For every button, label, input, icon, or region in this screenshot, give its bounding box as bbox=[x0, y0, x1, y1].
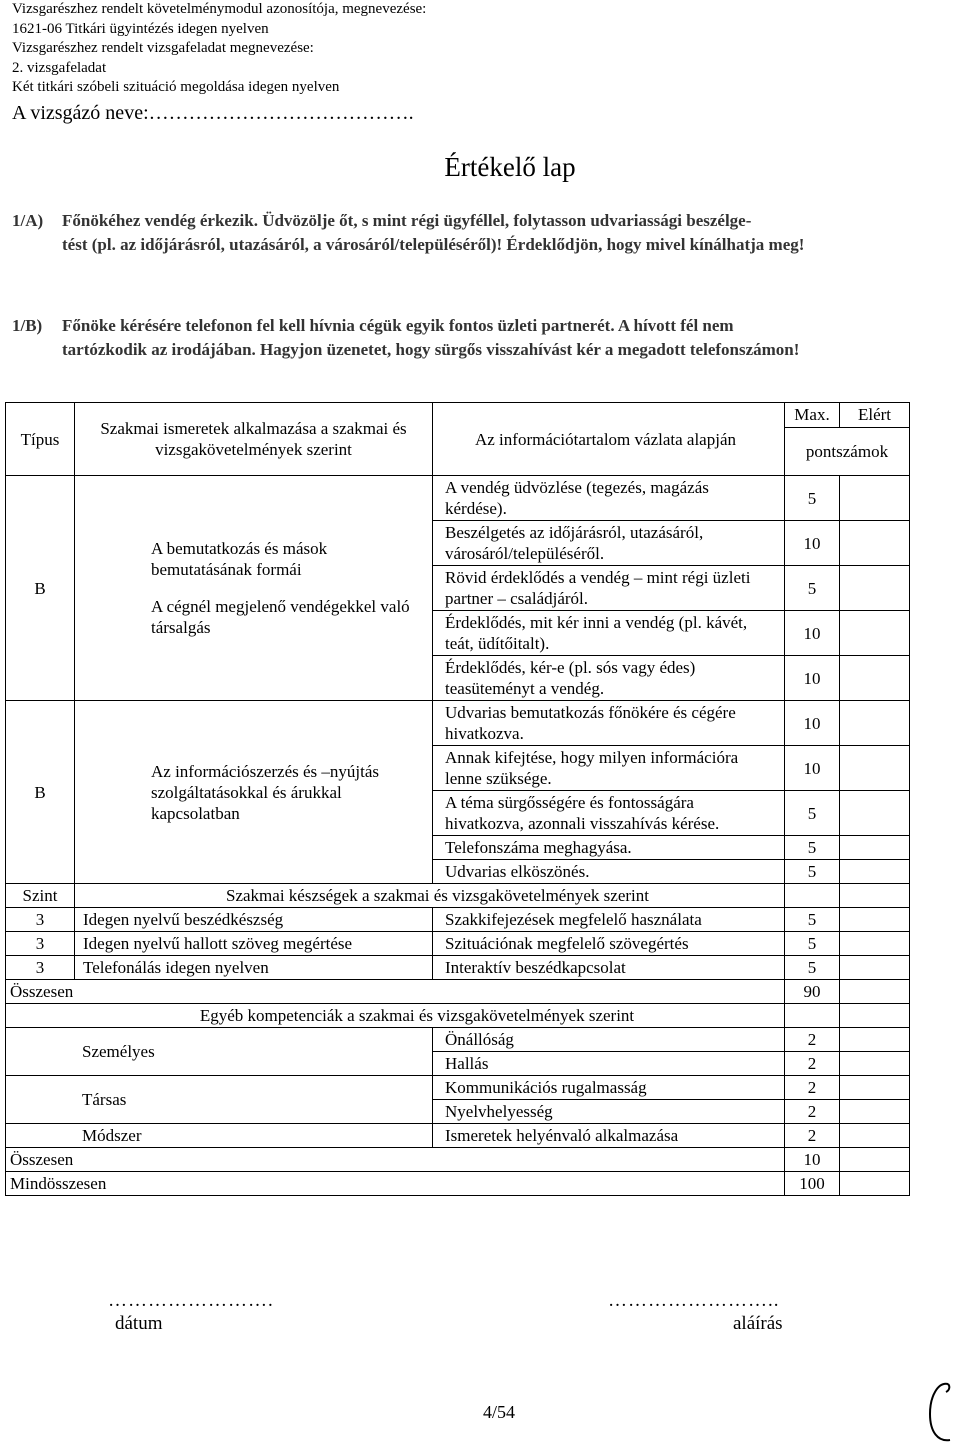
method-item1-reached[interactable] bbox=[840, 1124, 910, 1148]
signature-label: aláírás bbox=[733, 1313, 783, 1334]
g1-row1-text: A vendég üdvözlése (tegezés, magázás kérdése). bbox=[433, 476, 785, 521]
subtotal2-row bbox=[6, 1148, 910, 1172]
skill1-max: 5 bbox=[785, 908, 840, 932]
subtotal1-label: Összesen bbox=[6, 980, 785, 1004]
total-row bbox=[6, 1172, 910, 1196]
subtotal1-row bbox=[6, 980, 910, 1004]
skill2-max: 5 bbox=[785, 932, 840, 956]
skill3-reached[interactable] bbox=[840, 956, 910, 980]
skills-header: Szakmai készségek a szakmai és vizsgakövetelmények szerint bbox=[75, 884, 785, 908]
signature-dots: …………………….. bbox=[608, 1290, 780, 1311]
header-line-task-number: 2. vizsgafeladat bbox=[12, 59, 107, 76]
table-row bbox=[6, 932, 910, 956]
g1-row2-reached[interactable] bbox=[840, 521, 910, 566]
g2-row1-max: 10 bbox=[785, 701, 840, 746]
other-header-row bbox=[6, 1004, 910, 1028]
header-line-task-name: Két titkári szóbeli szituáció megoldása idegen nyelven bbox=[12, 79, 340, 96]
group1-type: B bbox=[6, 476, 75, 701]
g1-row5-max: 10 bbox=[785, 656, 840, 701]
social-item2: Nyelvhelyesség bbox=[433, 1100, 785, 1124]
skill3-level: 3 bbox=[6, 956, 75, 980]
table-row bbox=[6, 956, 910, 980]
g2-row1-reached[interactable] bbox=[840, 701, 910, 746]
document-header bbox=[12, 0, 426, 98]
skill2-reached[interactable] bbox=[840, 932, 910, 956]
g2-row3-reached[interactable] bbox=[840, 791, 910, 836]
g1-row4-text: Érdeklődés, mit kér inni a vendég (pl. kávét, teát, üdítőitalt). bbox=[433, 611, 785, 656]
header-line-module-name: 1621-06 Titkári ügyintézés idegen nyelven bbox=[12, 20, 269, 37]
task-1b bbox=[12, 314, 908, 362]
task-1b-text-first: Főnöke kérésére telefonon fel kell hívnia cégük egyik fontos üzleti partnerét. A hívott fél nem bbox=[62, 316, 734, 335]
task-1b-label: 1/B) bbox=[12, 316, 43, 335]
personal-label: Személyes bbox=[6, 1028, 433, 1076]
header-line-module-label: Vizsgarészhez rendelt követelménymodul azonosítója, megnevezése: bbox=[12, 1, 427, 17]
date-label: dátum bbox=[115, 1313, 163, 1334]
g1-row2-text: Beszélgetés az időjárásról, utazásáról, városáról/településéről. bbox=[433, 521, 785, 566]
skill2-level: 3 bbox=[6, 932, 75, 956]
g2-row4-text: Telefonszáma meghagyása. bbox=[433, 836, 785, 860]
method-label: Módszer bbox=[6, 1124, 433, 1148]
g1-row2-max: 10 bbox=[785, 521, 840, 566]
task-1a bbox=[12, 209, 908, 257]
candidate-name-line: A vizsgázó neve:…………………………………. bbox=[12, 102, 414, 124]
total-value: 100 bbox=[785, 1172, 840, 1196]
g2-row4-reached[interactable] bbox=[840, 836, 910, 860]
other-header: Egyéb kompetenciák a szakmai és vizsgakövetelmények szerint bbox=[6, 1004, 785, 1028]
g2-row5-text: Udvarias elköszönés. bbox=[433, 860, 785, 884]
group1-knowledge-2: A cégnél megjelenő vendégekkel való társalgás bbox=[151, 597, 410, 637]
skill1-level: 3 bbox=[6, 908, 75, 932]
g1-row5-text: Érdeklődés, kér-e (pl. sós vagy édes) teasüteményt a vendég. bbox=[433, 656, 785, 701]
task-1a-text-rest: tést (pl. az időjárásról, utazásáról, a városáról/településéről)! Érdeklődjön, hogy mivel kínálhatja meg! bbox=[62, 235, 805, 254]
header-reached: Elért bbox=[840, 403, 910, 428]
header-max: Max. bbox=[785, 403, 840, 428]
table-row bbox=[6, 476, 910, 521]
g1-row3-text: Rövid érdeklődés a vendég – mint régi üzleti partner – családjáról. bbox=[433, 566, 785, 611]
group1-knowledge bbox=[75, 476, 433, 701]
g2-row5-reached[interactable] bbox=[840, 860, 910, 884]
table-row bbox=[6, 1028, 910, 1052]
g1-row4-reached[interactable] bbox=[840, 611, 910, 656]
total-label: Mindösszesen bbox=[6, 1172, 785, 1196]
task-1a-label: 1/A) bbox=[12, 211, 44, 230]
social-item2-max: 2 bbox=[785, 1100, 840, 1124]
g2-row1-text: Udvarias bemutatkozás főnökére és cégére hivatkozva. bbox=[433, 701, 785, 746]
g2-row5-max: 5 bbox=[785, 860, 840, 884]
page-title: Értékelő lap bbox=[444, 152, 576, 182]
header-knowledge: Szakmai ismeretek alkalmazása a szakmai és vizsgakövetelmények szerint bbox=[75, 403, 433, 476]
header-info: Az információtartalom vázlata alapján bbox=[433, 403, 785, 476]
g2-row2-max: 10 bbox=[785, 746, 840, 791]
g1-row3-max: 5 bbox=[785, 566, 840, 611]
g2-row3-text: A téma sürgősségére és fontosságára hivatkozva, azonnali visszahívás kérése. bbox=[433, 791, 785, 836]
personal-item2-reached[interactable] bbox=[840, 1052, 910, 1076]
header-line-task-label: Vizsgarészhez rendelt vizsgafeladat megnevezése: bbox=[12, 40, 314, 57]
table-row bbox=[6, 1076, 910, 1100]
group2-type: B bbox=[6, 701, 75, 884]
g1-row1-max: 5 bbox=[785, 476, 840, 521]
method-item1-max: 2 bbox=[785, 1124, 840, 1148]
social-item1-max: 2 bbox=[785, 1076, 840, 1100]
g2-row2-text: Annak kifejtése, hogy milyen információra lenne szüksége. bbox=[433, 746, 785, 791]
table-header-row bbox=[6, 403, 910, 428]
skill1-reached[interactable] bbox=[840, 908, 910, 932]
group2-knowledge: Az információszerzés és –nyújtás szolgáltatásokkal és árukkal kapcsolatban bbox=[75, 701, 433, 884]
date-dots: ……………………. bbox=[108, 1290, 274, 1311]
g2-row2-reached[interactable] bbox=[840, 746, 910, 791]
personal-item2: Hallás bbox=[433, 1052, 785, 1076]
skills-header-level: Szint bbox=[6, 884, 75, 908]
skill2-name: Idegen nyelvű hallott szöveg megértése bbox=[75, 932, 433, 956]
total-reached[interactable] bbox=[840, 1172, 910, 1196]
table-row bbox=[6, 1124, 910, 1148]
personal-item1-reached[interactable] bbox=[840, 1028, 910, 1052]
g1-row3-reached[interactable] bbox=[840, 566, 910, 611]
skills-header-row bbox=[6, 884, 910, 908]
page-number: 4/54 bbox=[482, 1402, 515, 1422]
handwritten-mark-icon bbox=[920, 1376, 956, 1446]
g2-row4-max: 5 bbox=[785, 836, 840, 860]
social-label: Társas bbox=[6, 1076, 433, 1124]
social-item2-reached[interactable] bbox=[840, 1100, 910, 1124]
skill2-criterion: Szituációnak megfelelő szövegértés bbox=[433, 932, 785, 956]
personal-item1-max: 2 bbox=[785, 1028, 840, 1052]
header-type: Típus bbox=[6, 403, 75, 476]
header-points: pontszámok bbox=[785, 427, 910, 475]
g1-row1-reached[interactable] bbox=[840, 476, 910, 521]
evaluation-table bbox=[5, 402, 910, 1196]
subtotal2-reached[interactable] bbox=[840, 1148, 910, 1172]
personal-item1: Önállóság bbox=[433, 1028, 785, 1052]
table-row bbox=[6, 701, 910, 746]
social-item1: Kommunikációs rugalmasság bbox=[433, 1076, 785, 1100]
subtotal1-value: 90 bbox=[785, 980, 840, 1004]
skill3-max: 5 bbox=[785, 956, 840, 980]
skill3-criterion: Interaktív beszédkapcsolat bbox=[433, 956, 785, 980]
skill1-criterion: Szakkifejezések megfelelő használata bbox=[433, 908, 785, 932]
g1-row5-reached[interactable] bbox=[840, 656, 910, 701]
subtotal2-value: 10 bbox=[785, 1148, 840, 1172]
g1-row4-max: 10 bbox=[785, 611, 840, 656]
table-row bbox=[6, 908, 910, 932]
skill1-name: Idegen nyelvű beszédkészség bbox=[75, 908, 433, 932]
task-1b-text-rest: tartózkodik az irodájában. Hagyjon üzenetet, hogy sürgős visszahívást kér a megadott telefonszámon! bbox=[62, 340, 800, 359]
g2-row3-max: 5 bbox=[785, 791, 840, 836]
group1-knowledge-1: A bemutatkozás és mások bemutatásának formái bbox=[151, 539, 328, 579]
subtotal1-reached[interactable] bbox=[840, 980, 910, 1004]
subtotal2-label: Összesen bbox=[6, 1148, 785, 1172]
personal-item2-max: 2 bbox=[785, 1052, 840, 1076]
skill3-name: Telefonálás idegen nyelven bbox=[75, 956, 433, 980]
method-item1: Ismeretek helyénvaló alkalmazása bbox=[433, 1124, 785, 1148]
task-1a-text-first: Főnökéhez vendég érkezik. Üdvözölje őt, s mint régi ügyféllel, folytasson udvariassági beszélge- bbox=[62, 211, 752, 230]
social-item1-reached[interactable] bbox=[840, 1076, 910, 1100]
